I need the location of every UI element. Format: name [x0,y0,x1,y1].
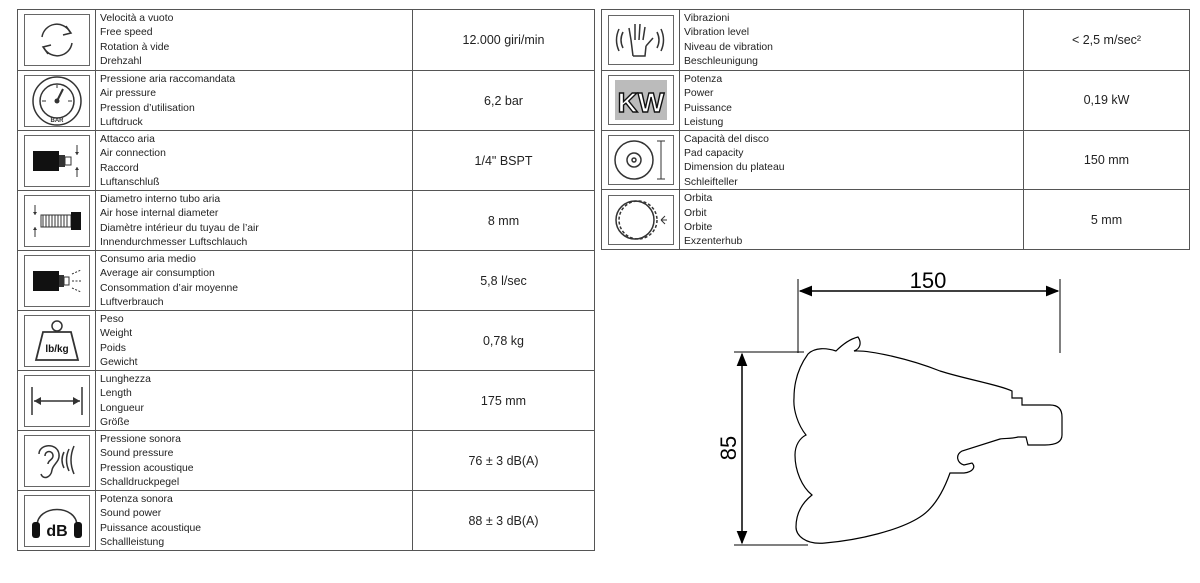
spec-label-cell [96,251,413,310]
spec-label-line: Gewicht [100,357,138,369]
kw-icon [608,75,674,125]
spec-label-cell [680,71,1024,130]
spec-label-line: Orbit [684,207,707,219]
spec-value: 175 mm [480,393,527,408]
spec-label-cell [96,371,413,430]
spec-icon-cell [18,10,96,70]
spec-label-line: Air hose internal diameter [100,208,219,220]
spec-icon-cell [18,311,96,370]
spec-label-cell [96,431,413,490]
spec-icon-cell [18,131,96,190]
left-spec-row [18,70,594,130]
spec-value: 5 mm [1090,212,1123,227]
length-arrow-icon [24,375,90,427]
spec-value: 1/4" BSPT [474,153,533,168]
svg-text:BAR: BAR [50,117,63,124]
spec-label-cell [96,71,413,130]
spec-label-line: Sound power [100,508,162,520]
spec-label-line: Capacità del disco [684,133,769,145]
spec-icon-cell [18,251,96,310]
spec-label-line: Drehzahl [100,56,142,68]
spec-label-line: Innendurchmesser Luftschlauch [100,237,248,249]
left-spec-row [18,130,594,190]
spec-label-line: Puissance acoustique [100,522,202,534]
spec-value: 8 mm [487,213,520,228]
air-consumption-icon [24,255,90,307]
weight-icon [24,315,90,367]
spec-label-line: Potenza [684,73,723,85]
spec-label-cell [96,10,413,70]
spec-label-line: Velocità a vuoto [100,13,174,24]
spec-label-line: Vibrazioni [684,13,730,24]
vibration-hand-icon [608,15,674,65]
spec-label-line: Lunghezza [100,374,151,385]
spec-label-line: Puissance [684,102,732,114]
spec-icon-cell [18,191,96,250]
left-spec-row [18,310,594,370]
spec-label-cell [680,10,1024,70]
svg-text:lb/kg: lb/kg [44,343,69,355]
spec-label-line: Pressione aria raccomandata [100,74,236,85]
left-spec-row [18,190,594,250]
left-spec-row [18,370,594,430]
spec-label-line: Schallleistung [100,537,165,549]
air-connection-icon [24,135,90,187]
spec-icon-cell [602,190,680,249]
spec-label-line: Orbita [684,193,713,205]
spec-label-line: Potenza sonora [100,494,173,505]
ear-icon [24,435,90,487]
left-spec-row [18,430,594,490]
spec-label-cell [96,131,413,190]
pressure-gauge-icon [24,75,90,127]
spec-label-cell [96,491,413,550]
spec-value: 76 ± 3 dB(A) [468,453,539,468]
spec-label-line: Poids [100,342,126,354]
spec-label-cell [680,131,1024,190]
spec-label-line: Schleifteller [684,176,738,188]
spec-value: 88 ± 3 dB(A) [468,513,539,528]
spec-label-line: Weight [100,328,133,340]
spec-label-line: Longueur [100,402,144,414]
spec-label-line: Sound pressure [100,448,174,460]
right-spec-row [602,189,1189,249]
spec-icon-cell [602,131,680,190]
right-spec-row [602,130,1189,190]
spec-label-line: Größe [100,417,130,429]
width-dimension-label: 150 [909,268,947,293]
spec-label-line: Free speed [100,27,153,39]
spec-icon-cell [18,71,96,130]
spec-label-cell [96,311,413,370]
pad-capacity-icon [608,135,674,185]
spec-value: 5,8 l/sec [480,273,527,288]
left-spec-row [18,10,594,70]
spec-value: 0,78 kg [482,333,524,348]
spec-label-line: Consommation d’air moyenne [100,282,239,294]
spec-label-line: Average air consumption [100,268,215,280]
left-spec-table [17,9,595,551]
svg-text:KW: KW [617,87,664,119]
spec-label-line: Luftverbrauch [100,297,164,309]
rotation-arrows-icon [24,14,90,66]
tool-outline [794,337,1062,543]
height-dimension-label: 85 [716,435,741,461]
spec-label-line: Diamètre intérieur du tuyau de l’air [100,222,259,234]
spec-label-cell [96,191,413,250]
spec-value: < 2,5 m/sec² [1071,32,1142,47]
spec-label-line: Schalldruckpegel [100,477,180,489]
spec-label-line: Peso [100,314,124,325]
hose-diameter-icon [24,195,90,247]
spec-icon-cell [18,431,96,490]
spec-icon-cell [18,491,96,550]
spec-value: 6,2 bar [484,93,523,108]
right-spec-row [602,70,1189,130]
spec-label-line: Attacco aria [100,134,155,145]
spec-icon-cell [602,71,680,130]
spec-value: 150 mm [1083,152,1130,167]
svg-text:dB: dB [45,522,68,540]
spec-label-line: Pression d’utilisation [100,102,195,114]
right-spec-table [601,9,1190,250]
spec-label-line: Air pressure [100,88,157,100]
spec-label-line: Pression acoustique [100,462,194,474]
spec-label-line: Pad capacity [684,147,744,159]
spec-label-line: Luftdruck [100,117,143,129]
spec-label-line: Pressione sonora [100,434,181,445]
spec-label-cell [680,190,1024,249]
spec-label-line: Raccord [100,162,139,174]
left-spec-row [18,250,594,310]
spec-label-line: Length [100,388,132,400]
spec-icon-cell [18,371,96,430]
right-spec-row [602,10,1189,70]
spec-label-line: Dimension du plateau [684,162,785,174]
orbit-icon [608,195,674,245]
spec-value: 0,19 kW [1083,93,1130,108]
spec-label-line: Orbite [684,222,713,234]
spec-label-line: Power [684,88,714,100]
spec-label-line: Consumo aria medio [100,254,196,265]
spec-label-line: Beschleunigung [684,56,758,68]
spec-label-line: Diametro interno tubo aria [100,194,221,205]
spec-label-line: Vibration level [684,27,750,39]
tool-dimension-diagram [700,255,1100,555]
spec-label-line: Leistung [684,116,724,128]
spec-value: 12.000 giri/min [462,33,545,47]
left-spec-row [18,490,594,550]
spec-label-line: Exzenterhub [684,236,743,248]
spec-label-line: Niveau de vibration [684,41,773,53]
headphones-db-icon [24,495,90,547]
spec-label-line: Air connection [100,148,166,160]
spec-label-line: Luftanschluß [100,177,160,189]
spec-icon-cell [602,10,680,70]
spec-label-line: Rotation à vide [100,41,170,53]
